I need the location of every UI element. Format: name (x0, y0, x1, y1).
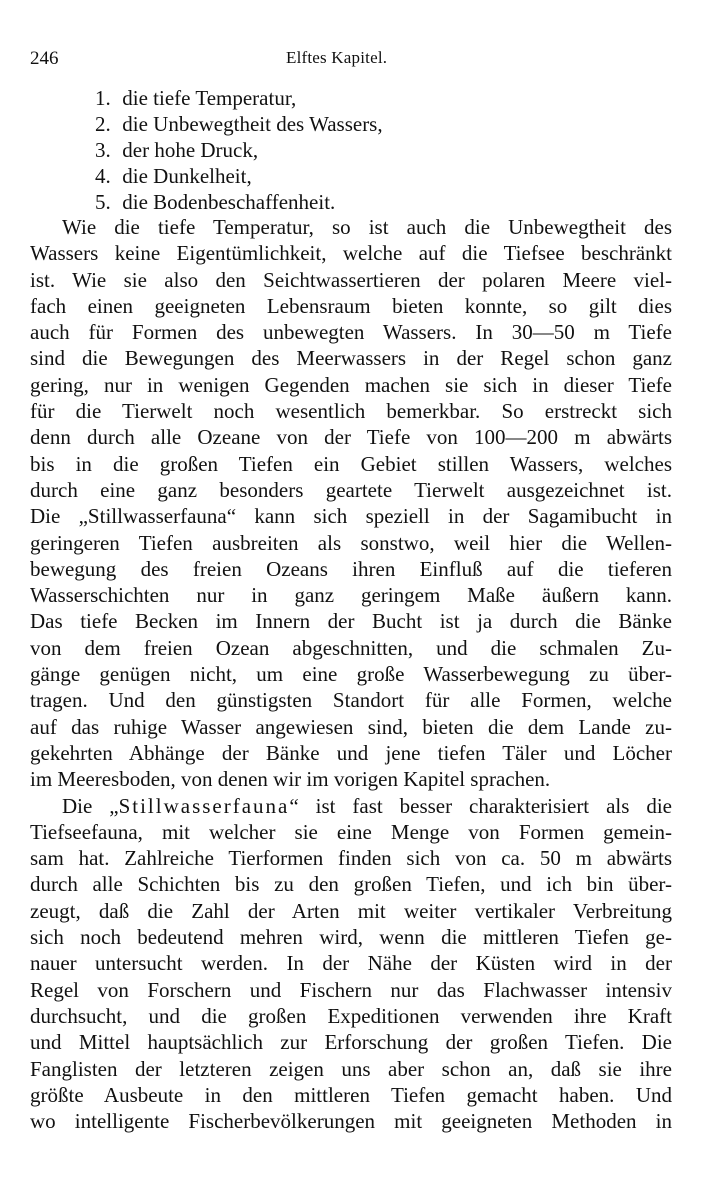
text-line: gekehrten Abhänge der Bänke und jene tiefen Täler und Löcher (30, 740, 672, 765)
text-line: ist. Wie sie also den Seichtwassertieren der polaren Meere viel- (30, 267, 672, 292)
page-header (30, 48, 670, 72)
text-line: wo intelligente Fischerbevölkerungen mit geeigneten Methoden in (30, 1109, 672, 1134)
text-line: nauer untersucht werden. In der Nähe der Küsten wird in der (30, 951, 672, 976)
text-line: Fanglisten der letzteren zeigen uns aber schon an, daß sie ihre (30, 1056, 672, 1081)
text-line: durch alle Schichten bis zu den großen Tiefen, und ich bin über- (30, 872, 672, 897)
text-line: Die „Stillwasserfauna“ kann sich speziell in der Sagamibucht in (30, 504, 672, 529)
paragraph-1 (30, 214, 672, 793)
text-line: Das tiefe Becken im Innern der Bucht ist ja durch die Bänke (30, 609, 672, 634)
text-line: geringeren Tiefen ausbreiten als sonstwo, weil hier die Wellen- (30, 530, 672, 555)
text-line: sam hat. Zahlreiche Tierformen finden sich von ca. 50 m abwärts (30, 846, 672, 871)
text-line: zeugt, daß die Zahl der Arten mit weiter vertikaler Verbreitung (30, 898, 672, 923)
text-line: gering, nur in wenigen Gegenden machen sie sich in dieser Tiefe (30, 372, 672, 397)
paragraph-2 (30, 793, 672, 1135)
text-line: von dem freien Ozean abgeschnitten, und die schmalen Zu- (30, 635, 672, 660)
text-line: Tiefseefauna, mit welcher sie eine Menge von Formen gemein- (30, 819, 672, 844)
text-line: auch für Formen des unbewegten Wassers. In 30—50 m Tiefe (30, 320, 672, 345)
text-line: im Meeresboden, von denen wir im vorigen Kapitel sprachen. (30, 767, 551, 792)
text-line (30, 793, 672, 819)
list-item (95, 112, 383, 140)
text-line: tragen. Und den günstigsten Standort für alle Formen, welche (30, 688, 672, 713)
running-head: Elftes Kapitel. (286, 48, 388, 67)
list-item-number: 2. (95, 112, 111, 136)
list-item-text: der hohe Druck, (122, 138, 259, 162)
text-line: gänge genügen nicht, um eine große Wasserbewegung zu über- (30, 662, 672, 687)
text-line: bewegung des freien Ozeans ihren Einfluß auf die tieferen (30, 556, 672, 581)
list-item-text: die Bodenbeschaffenheit. (122, 190, 336, 214)
list-item-number: 3. (95, 138, 111, 162)
text-line: für die Tierwelt noch wesentlich bemerkbar. So erstreckt sich (30, 399, 672, 424)
text-line: bis in die großen Tiefen ein Gebiet stillen Wassers, welches (30, 451, 672, 476)
list-item-number: 5. (95, 190, 111, 214)
spaced-term: Stillwasserfauna (118, 793, 290, 818)
lead-text: “ ist fast besser charakterisiert als die (289, 793, 672, 818)
text-line: auf das ruhige Wasser angewiesen sind, bieten die dem Lande zu- (30, 714, 672, 739)
list-item (95, 138, 258, 166)
text-line: durchsucht, und die großen Expeditionen verwenden ihre Kraft (30, 1003, 672, 1028)
body-text (30, 214, 672, 1134)
list-item (95, 86, 296, 114)
list-item-text: die tiefe Temperatur, (122, 86, 297, 110)
list-item-number: 4. (95, 164, 111, 188)
list-item-number: 1. (95, 86, 111, 110)
text-line: Regel von Forschern und Fischern nur das Flachwasser intensiv (30, 977, 672, 1002)
text-line: fach einen geeigneten Lebensraum bieten konnte, so gilt dies (30, 293, 672, 318)
lead-text: Die „ (62, 793, 119, 818)
page-number: 246 (30, 48, 59, 69)
text-line: Wie die tiefe Temperatur, so ist auch die Unbewegtheit des (62, 215, 672, 239)
list-item-text: die Dunkelheit, (122, 164, 252, 188)
text-line: größte Ausbeute in den mittleren Tiefen gemacht haben. Und (30, 1082, 672, 1107)
list-item (95, 164, 252, 192)
list-item-text: die Unbewegtheit des Wassers, (122, 112, 383, 136)
text-line: und Mittel hauptsächlich zur Erforschung der großen Tiefen. Die (30, 1030, 672, 1055)
text-line: sich noch bedeutend mehren wird, wenn die mittleren Tiefen ge- (30, 925, 672, 950)
text-line: Wassers keine Eigentümlichkeit, welche auf die Tiefsee beschränkt (30, 241, 672, 266)
text-line: sind die Bewegungen des Meerwassers in der Regel schon ganz (30, 346, 672, 371)
text-line: denn durch alle Ozeane von der Tiefe von 100—200 m abwärts (30, 425, 672, 450)
text-line: Wasserschichten nur in ganz geringem Maße äußern kann. (30, 583, 672, 608)
text-line: durch eine ganz besonders geartete Tierwelt ausgezeichnet ist. (30, 477, 672, 502)
